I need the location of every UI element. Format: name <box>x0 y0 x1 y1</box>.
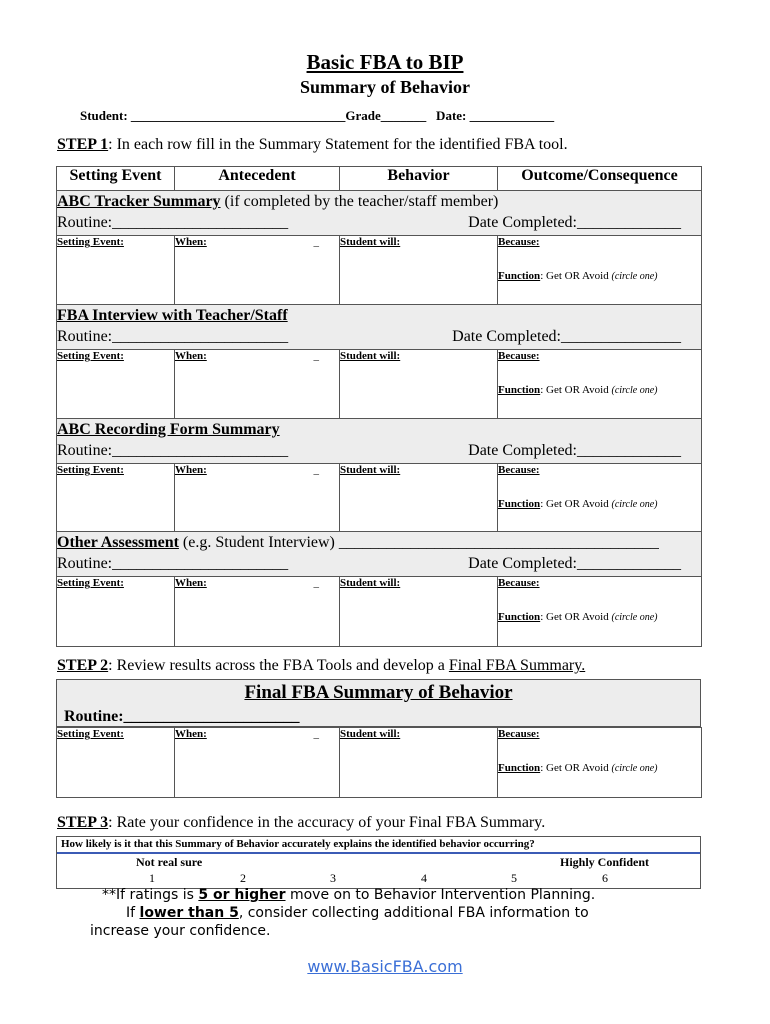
behavior-cell[interactable] <box>340 236 498 306</box>
section-name: ABC Recording Form Summary <box>57 421 280 438</box>
setting-event-label: Setting Event: <box>57 577 124 589</box>
student-will-label: Student will: <box>340 236 401 248</box>
antecedent-cell[interactable]: When: _ <box>175 350 340 420</box>
fba-tool-section-2 <box>56 304 702 420</box>
section-header <box>57 305 702 350</box>
final-summary-header <box>56 679 701 727</box>
confidence-question: How likely is it that this Summary of Behavior accurately explains the identified behavior occurring? <box>57 837 700 854</box>
scale-option-5[interactable]: 5 <box>511 871 517 885</box>
section-header <box>57 191 702 236</box>
because-label: Because: <box>498 577 540 589</box>
student-will-label: Student will: <box>340 350 401 362</box>
step2-instruction: STEP 2: Review results across the FBA Tools and develop a Final FBA Summary. <box>57 657 586 674</box>
step1-instruction: STEP 1: In each row fill in the Summary Statement for the identified FBA tool. <box>57 136 568 153</box>
table-header-row <box>57 167 702 191</box>
scale-option-3[interactable]: 3 <box>330 871 336 885</box>
scale-option-2[interactable]: 2 <box>240 871 246 885</box>
scale-option-1[interactable]: 1 <box>149 871 155 885</box>
section-note: (if completed by the teacher/staff member) <box>220 193 499 210</box>
scale-high-label: Highly Confident <box>560 855 650 869</box>
student-will-label: Student will: <box>340 577 401 589</box>
behavior-cell[interactable] <box>340 577 498 647</box>
section-name: Other Assessment <box>57 534 179 551</box>
routine-field[interactable]: Routine:______________________ <box>57 328 289 345</box>
setting-event-label: Setting Event: <box>57 236 124 248</box>
confidence-scale <box>56 836 701 889</box>
step2-label: STEP 2 <box>57 657 109 674</box>
function-line[interactable]: Function: Get OR Avoid (circle one) <box>498 762 658 774</box>
setting-event-label: Setting Event: <box>57 728 124 740</box>
section-name: FBA Interview with Teacher/Staff <box>57 307 288 324</box>
behavior-cell[interactable] <box>340 728 498 798</box>
page-title: Basic FBA to BIP <box>306 50 464 74</box>
because-label: Because: <box>498 350 540 362</box>
function-line[interactable]: Function: Get OR Avoid (circle one) <box>498 384 658 396</box>
because-label: Because: <box>498 728 540 740</box>
fba-tool-section-1 <box>56 190 702 306</box>
antecedent-cell[interactable]: When: _ <box>175 577 340 647</box>
routine-field[interactable]: Routine:______________________ <box>57 555 289 572</box>
outcome-cell[interactable] <box>498 577 702 647</box>
outcome-cell[interactable] <box>498 350 702 420</box>
scale-low-label: Not real sure <box>136 855 203 869</box>
scale-option-6[interactable]: 6 <box>602 871 608 885</box>
final-summary-link: Final FBA Summary. <box>448 657 586 674</box>
outcome-cell[interactable] <box>498 236 702 306</box>
rating-note-line-3: increase your confidence. <box>90 923 271 939</box>
function-line[interactable]: Function: Get OR Avoid (circle one) <box>498 498 658 510</box>
when-label: When: <box>175 728 207 740</box>
rating-note-line-2: If lower than 5, consider collecting additional FBA information to <box>126 905 589 921</box>
column-header: Outcome/Consequence <box>498 167 702 191</box>
fba-tool-section-3 <box>56 418 702 534</box>
page-subtitle: Summary of Behavior <box>300 77 470 97</box>
date-completed-field[interactable]: Date Completed:_______________ <box>452 328 681 345</box>
antecedent-cell[interactable]: When: _ <box>175 728 340 798</box>
fba-tools-table <box>56 166 702 191</box>
function-line[interactable]: Function: Get OR Avoid (circle one) <box>498 611 658 623</box>
setting-event-cell[interactable] <box>57 236 175 306</box>
final-summary-table <box>56 727 702 798</box>
section-header <box>57 532 702 577</box>
section-header <box>57 419 702 464</box>
step3-instruction: STEP 3: Rate your confidence in the accuracy of your Final FBA Summary. <box>57 814 546 831</box>
behavior-cell[interactable] <box>340 350 498 420</box>
step3-label: STEP 3 <box>57 814 109 831</box>
setting-event-cell[interactable] <box>57 728 175 798</box>
step1-label: STEP 1 <box>57 136 109 153</box>
date-completed-field[interactable]: Date Completed:_____________ <box>468 214 681 231</box>
because-label: Because: <box>498 236 540 248</box>
date-completed-field[interactable]: Date Completed:_____________ <box>468 555 681 572</box>
scale-option-4[interactable]: 4 <box>421 871 427 885</box>
fba-tool-section-4 <box>56 531 702 647</box>
final-routine-field[interactable]: Routine:______________________ <box>64 708 300 725</box>
setting-event-label: Setting Event: <box>57 464 124 476</box>
column-header: Setting Event <box>57 167 175 191</box>
behavior-cell[interactable] <box>340 464 498 534</box>
routine-field[interactable]: Routine:______________________ <box>57 442 289 459</box>
antecedent-cell[interactable]: When: _ <box>175 236 340 306</box>
when-label: When: <box>175 464 207 476</box>
setting-event-cell[interactable] <box>57 577 175 647</box>
website-link[interactable]: www.BasicFBA.com <box>307 957 463 976</box>
when-label: When: <box>175 236 207 248</box>
because-label: Because: <box>498 464 540 476</box>
student-will-label: Student will: <box>340 464 401 476</box>
column-header: Antecedent <box>175 167 340 191</box>
outcome-cell[interactable] <box>498 728 702 798</box>
student-info-line: Student: _________________________________Grade_______ Date: _____________ <box>80 108 555 123</box>
routine-field[interactable]: Routine:______________________ <box>57 214 289 231</box>
column-header: Behavior <box>340 167 498 191</box>
final-summary-title: Final FBA Summary of Behavior <box>244 682 513 703</box>
setting-event-cell[interactable] <box>57 464 175 534</box>
rating-note-line-1: **If ratings is 5 or higher move on to Behavior Intervention Planning. <box>102 887 596 903</box>
function-line[interactable]: Function: Get OR Avoid (circle one) <box>498 270 658 282</box>
section-name: ABC Tracker Summary <box>57 193 221 210</box>
when-label: When: <box>175 350 207 362</box>
date-completed-field[interactable]: Date Completed:_____________ <box>468 442 681 459</box>
student-will-label: Student will: <box>340 728 401 740</box>
when-label: When: <box>175 577 207 589</box>
outcome-cell[interactable] <box>498 464 702 534</box>
setting-event-cell[interactable] <box>57 350 175 420</box>
section-note: (e.g. Student Interview) ________________________________________ <box>178 534 659 551</box>
setting-event-label: Setting Event: <box>57 350 124 362</box>
antecedent-cell[interactable]: When: _ <box>175 464 340 534</box>
